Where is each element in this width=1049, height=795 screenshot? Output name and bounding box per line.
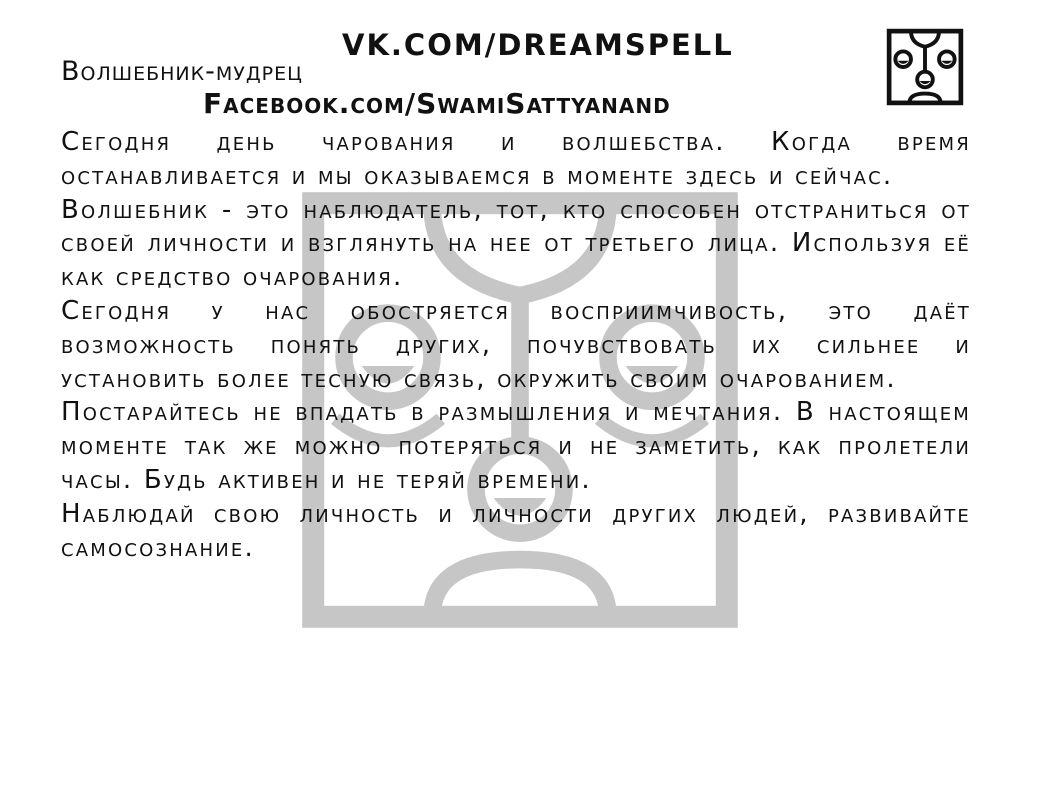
paragraph-5: Наблюдай свою личность и личности других людей, развивайте самосознание.	[61, 498, 971, 563]
paragraph-4: Постарайтесь не впадать в размышления и мечтания. В настоящем моменте так же можно потеряться и не заметить, как пролетели часы. Будь активен и не теряй времени.	[61, 397, 971, 495]
role-title: Волшебник-мудрец	[61, 56, 303, 87]
paragraph-2: Волшебник - это наблюдатель, тот, кто способен отстраниться от своей личности и взглянуть на нее от третьего лица. Используя её как средство очарования.	[61, 194, 971, 293]
paragraph-1: Сегодня день чарования и волшебства. Когда время останавливается и мы оказываемся в моменте здесь и сейчас.	[61, 127, 971, 191]
vk-link[interactable]: VK.COM/DREAMSPELL	[342, 28, 734, 62]
description-text	[61, 126, 971, 565]
paragraph-3: Сегодня у нас обостряется восприимчивость, это даёт возможность понять других, почувствовать их сильнее и установить более тесную связь, окружить своим очарованием.	[61, 295, 971, 394]
sorcerer-glyph-icon	[884, 28, 966, 106]
facebook-link[interactable]: Facebook.com/SwamiSattyanand	[203, 87, 671, 120]
